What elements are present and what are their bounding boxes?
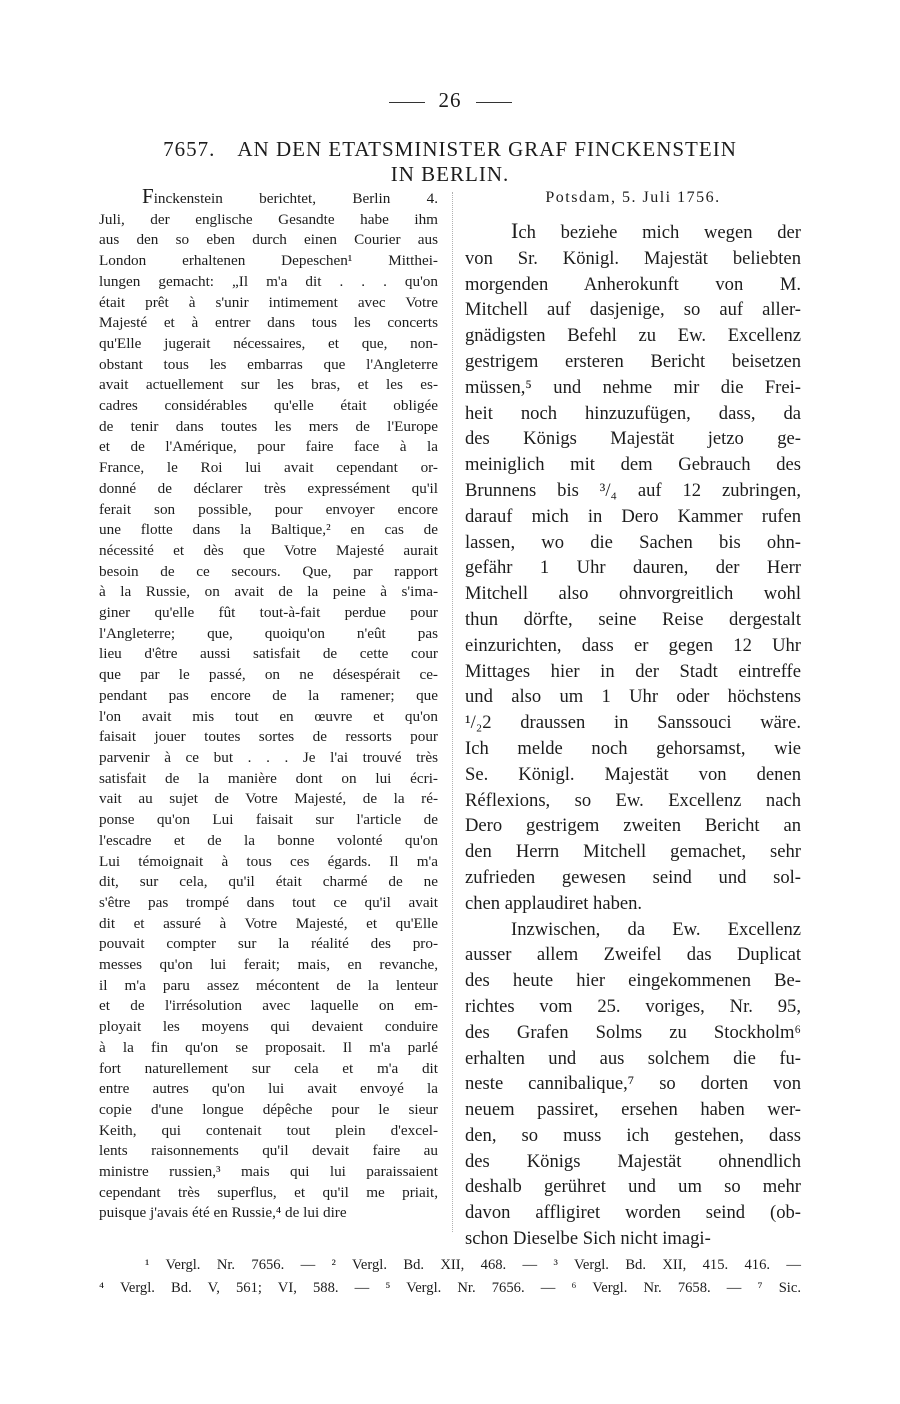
letter-line: müssen,⁵ und nehme mir die Frei- xyxy=(465,376,801,398)
letter-line: chen applaudiret haben. xyxy=(465,892,643,914)
summary-line: l'Angleterre; que, quoiqu'on n'eût pas xyxy=(99,624,438,642)
heading-line-1 xyxy=(60,137,840,162)
letter-line: Réflexions, so Ew. Excellenz nach xyxy=(465,789,801,811)
summary-line: parvenir à ce but . . . Je l'ai trouvé très xyxy=(99,748,438,766)
summary-line: fort naturellement sur cela et m'a dit xyxy=(99,1059,438,1077)
letter-line: thun dörfte, seine Reise dergestalt xyxy=(465,608,801,630)
summary-line: Keith, qui contenait tout plein d'excel- xyxy=(99,1121,438,1139)
page-number: 26 xyxy=(438,88,462,112)
summary-line: satisfait de la manière dont on lui écri- xyxy=(99,769,438,787)
summary-line: copie d'une longue dépêche pour le sieur xyxy=(99,1100,438,1118)
summary-line: donné de déclarer très expressément qu'il xyxy=(99,479,438,497)
summary-line: s'être pas trompé dans tout ce qu'il avait xyxy=(99,893,438,911)
letter-line: Mitchell also ohnvorgreitlich wohl xyxy=(465,583,801,605)
letter-line: ¹/₂2 draussen in Sanssouci wäre. xyxy=(465,712,801,734)
letter-line: schon Dieselbe Sich nicht imagi- xyxy=(465,1228,711,1250)
heading-title-line-1: AN DEN ETATSMINISTER GRAF FINCKENSTEIN xyxy=(237,137,737,161)
summary-line: London erhaltenen Depeschen¹ Mitthei- xyxy=(99,252,438,270)
footnotes xyxy=(99,1254,801,1300)
letter-line: Inzwischen, da Ew. Excellenz xyxy=(511,918,801,940)
summary-line: l'escadre et de la bonne volonté qu'on xyxy=(99,831,438,849)
summary-line: messes qu'on lui ferait; mais, en revanche, xyxy=(99,956,438,974)
letter-line: meiniglich mit dem Gebrauch des xyxy=(465,454,801,476)
letter-line: zufrieden gewesen seind und sol- xyxy=(465,866,801,888)
summary-line: Juli, der englische Gesandte habe ihm xyxy=(99,210,438,228)
letter-line: des Grafen Solms zu Stockholm⁶ xyxy=(465,1021,801,1043)
summary-line: que par le passé, on ne désespérait ce- xyxy=(99,666,438,684)
summary-line: une flotte dans la Baltique,² en cas de xyxy=(99,521,438,539)
summary-column xyxy=(99,186,438,1224)
letter-line: deshalb gerühret und um so mehr xyxy=(465,1176,801,1198)
summary-line: cadres considérables qu'elle était obligée xyxy=(99,397,438,415)
letter-line: des Königs Majestät ohnendlich xyxy=(465,1150,801,1172)
letter-line: Ich beziehe mich wegen der xyxy=(511,218,801,243)
summary-line: aus den so eben durch einen Courier aus xyxy=(99,231,438,249)
page-number-header xyxy=(0,88,900,113)
summary-line: pendant pas encore de la ramener; que xyxy=(99,686,438,704)
summary-line: obstant tous les embarras que l'Angleterre xyxy=(99,355,438,373)
letter-line: von Sr. Königl. Majestät beliebten xyxy=(465,247,801,269)
summary-line: puisque j'avais été en Russie,⁴ de lui dire xyxy=(99,1204,347,1222)
letter-line: den Herrn Mitchell gemachet, sehr xyxy=(465,841,801,863)
document-heading xyxy=(60,137,840,187)
letter-line: einzurichten, dass er gegen 12 Uhr xyxy=(465,634,801,656)
heading-title-line-2: IN BERLIN. xyxy=(390,162,510,186)
letter-line: und also um 1 Uhr oder höchstens xyxy=(465,686,801,708)
summary-line: France, le Roi lui avait cependant or- xyxy=(99,459,438,477)
summary-line: Lui témoignait à tous ces égards. Il m'a xyxy=(99,852,438,870)
letter-line: Dero gestrigem zweiten Bericht an xyxy=(465,815,801,837)
summary-line: dit et assuré à Votre Majesté, et qu'Elle xyxy=(99,914,438,932)
summary-line: entre autres qu'on lui avait envoyé la xyxy=(99,1080,438,1098)
summary-line: dit, sur cela, qu'il était charmé de ne xyxy=(99,873,438,891)
summary-line: à la Russie, on avait de la peine à s'ima- xyxy=(99,583,438,601)
summary-line: lungen gemacht: „Il m'a dit . . . qu'on xyxy=(99,272,438,290)
summary-line: cependant très superflus, et qu'il me priait, xyxy=(99,1183,438,1201)
summary-line: ponse qu'on Lui faisait sur l'article de xyxy=(99,811,438,829)
column-divider xyxy=(452,192,453,1232)
letter-line: ausser allem Zweifel das Duplicat xyxy=(465,944,801,966)
letter-line: erhalten und aus solchem die fu- xyxy=(465,1047,801,1069)
summary-line: pouvait compter sur la réalité des pro- xyxy=(99,935,438,953)
letter-line: richtes vom 25. voriges, Nr. 95, xyxy=(465,995,801,1017)
letter-line: den, so muss ich gestehen, dass xyxy=(465,1124,801,1146)
letter-column xyxy=(465,218,801,1252)
letter-line: neste cannibalique,⁷ so dorten von xyxy=(465,1073,801,1095)
letter-line: gestrigem ersteren Bericht beisetzen xyxy=(465,350,801,372)
summary-line: nécessité et dès que Votre Majesté aurait xyxy=(99,541,438,559)
summary-line: faisait jouer toutes sortes de ressorts pour xyxy=(99,728,438,746)
summary-line: ministre russien,³ mais qui lui paraissaient xyxy=(99,1163,438,1181)
summary-line: lents raisonnements qu'il devait faire au xyxy=(99,1142,438,1160)
header-dash-left xyxy=(389,102,425,103)
letter-line: heit noch hinzuzufügen, dass, da xyxy=(465,402,801,424)
summary-line: de tenir dans toutes les mers de l'Europe xyxy=(99,417,438,435)
summary-line: avait actuellement sur les bras, et les es- xyxy=(99,376,438,394)
summary-line: lieu d'être aussi satisfait de cette cour xyxy=(99,645,438,663)
letter-line: lassen, wo die Sachen bis ohn- xyxy=(465,531,801,553)
summary-line: ployait les moyens qui devaient conduire xyxy=(99,1018,438,1036)
summary-line: et de l'Amérique, pour faire face à la xyxy=(99,438,438,456)
footnote-line: ⁴ Vergl. Bd. V, 561; VI, 588. — ⁵ Vergl. Nr. 7656. — ⁶ Vergl. Nr. 7658. — ⁷ Sic. xyxy=(99,1280,801,1296)
letter-line: darauf mich in Dero Kammer rufen xyxy=(465,505,801,527)
summary-line: à la fin qu'on se proposait. Il m'a parlé xyxy=(99,1038,438,1056)
document-number: 7657. xyxy=(163,137,216,161)
letter-line: Ich melde noch gehorsamst, wie xyxy=(465,737,801,759)
summary-line: et de l'irrésolution avec laquelle on em- xyxy=(99,997,438,1015)
letter-line: Se. Königl. Majestät von denen xyxy=(465,763,801,785)
summary-line: il m'a paru assez mécontent de la lenteur xyxy=(99,976,438,994)
letter-line: Brunnens bis ³/₄ auf 12 zubringen, xyxy=(465,479,801,501)
summary-line: l'on avait mis tout en œuvre et qu'on xyxy=(99,707,438,725)
summary-line: vait au sujet de Votre Majesté, de la ré- xyxy=(99,790,438,808)
header-dash-right xyxy=(476,102,512,103)
summary-line: besoin de ce secours. Que, par rapport xyxy=(99,562,438,580)
letter-line: gnädigsten Befehl zu Ew. Excellenz xyxy=(465,325,801,347)
footnote-line: ¹ Vergl. Nr. 7656. — ² Vergl. Bd. XII, 468. — ³ Vergl. Bd. XII, 415. 416. — xyxy=(145,1257,801,1273)
place-date: Potsdam, 5. Juli 1756. xyxy=(545,189,721,206)
summary-line: était prêt à s'unir intimement avec Votre xyxy=(99,293,438,311)
letter-line: Mitchell auf dasjenige, so auf aller- xyxy=(465,299,801,321)
letter-line: morgenden Anherokunft von M. xyxy=(465,273,801,295)
summary-line: giner qu'elle fût tout-à-fait perdue pour xyxy=(99,604,438,622)
summary-line: ferait son possible, pour envoyer encore xyxy=(99,500,438,518)
letter-line: gefähr 1 Uhr dauren, der Herr xyxy=(465,557,801,579)
summary-line: Finckenstein berichtet, Berlin 4. xyxy=(142,184,438,208)
letter-line: des heute hier eingekommenen Be- xyxy=(465,970,801,992)
summary-line: qu'Elle jugerait nécessaires, et que, non- xyxy=(99,334,438,352)
letter-line: neuem passiret, ersehen haben wer- xyxy=(465,1099,801,1121)
letter-line: des Königs Majestät jetzo ge- xyxy=(465,428,801,450)
letter-line: davon affligiret worden seind (ob- xyxy=(465,1202,801,1224)
summary-line: Majesté et à entrer dans tous les concerts xyxy=(99,314,438,332)
letter-line: Mittages hier in der Stadt eintreffe xyxy=(465,660,801,682)
